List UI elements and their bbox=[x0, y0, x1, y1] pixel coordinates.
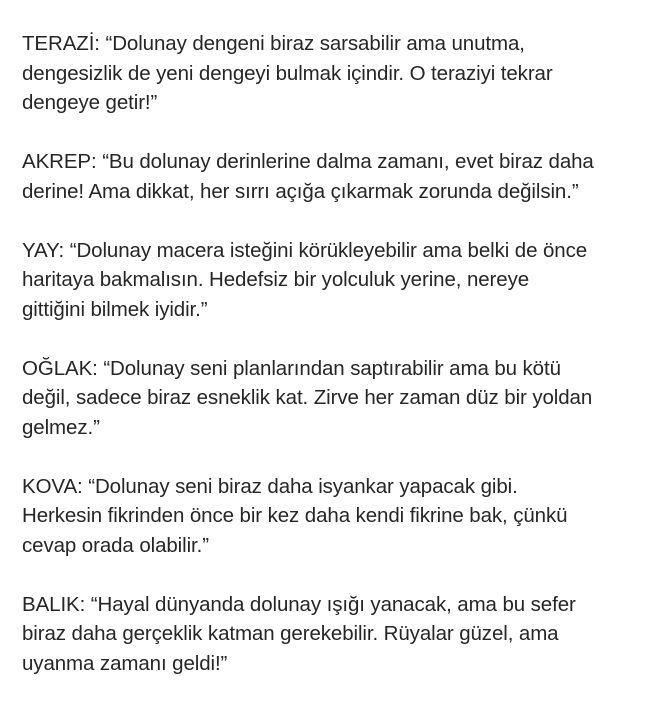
text-line: AKREP: “Bu dolunay derinlerine dalma zamanı, evet biraz daha bbox=[22, 150, 594, 173]
text-line: Herkesin fikrinden önce bir kez daha kendi fikrine bak, çünkü bbox=[22, 504, 568, 527]
text-line: BALIK: “Hayal dünyanda dolunay ışığı yanacak, ama bu sefer bbox=[22, 592, 576, 616]
horoscope-text-block bbox=[22, 29, 632, 708]
text-line: TERAZİ: “Dolunay dengeni biraz sarsabilir ama unutma, bbox=[22, 32, 525, 55]
text-line: cevap orada olabilir.” bbox=[22, 533, 209, 557]
text-line: OĞLAK: “Dolunay seni planlarından saptırabilir ama bu kötü bbox=[22, 356, 561, 380]
text-line: dengeye getir!” bbox=[22, 91, 158, 114]
text-line: dengesizlik de yeni dengeyi bulmak içindir. O teraziyi tekrar bbox=[22, 61, 553, 85]
text-line: KOVA: “Dolunay seni biraz daha isyankar yapacak gibi. bbox=[22, 474, 518, 498]
text-line: gelmez.” bbox=[22, 415, 100, 439]
text-line: haritaya bakmalısın. Hedefsiz bir yolculuk yerine, nereye bbox=[22, 268, 530, 291]
text-line: gittiğini bilmek iyidir.” bbox=[22, 297, 208, 321]
paragraph-oglak bbox=[22, 354, 632, 443]
text-line: uyanma zamanı geldi!” bbox=[22, 651, 228, 675]
text-line: YAY: “Dolunay macera isteğini körükleyebilir ama belki de önce bbox=[22, 238, 588, 262]
paragraph-akrep bbox=[22, 147, 632, 206]
paragraph-terazi bbox=[22, 29, 632, 118]
paragraph-kova bbox=[22, 472, 632, 561]
text-line: değil, sadece biraz esneklik kat. Zirve her zaman düz bir yoldan bbox=[22, 386, 593, 409]
text-line: derine! Ama dikkat, her sırrı açığa çıkarmak zorunda değilsin.” bbox=[22, 179, 579, 203]
text-line: biraz daha gerçeklik katman gerekebilir. Rüyalar güzel, ama bbox=[22, 622, 559, 645]
paragraph-yay bbox=[22, 236, 632, 325]
paragraph-balik bbox=[22, 590, 632, 679]
